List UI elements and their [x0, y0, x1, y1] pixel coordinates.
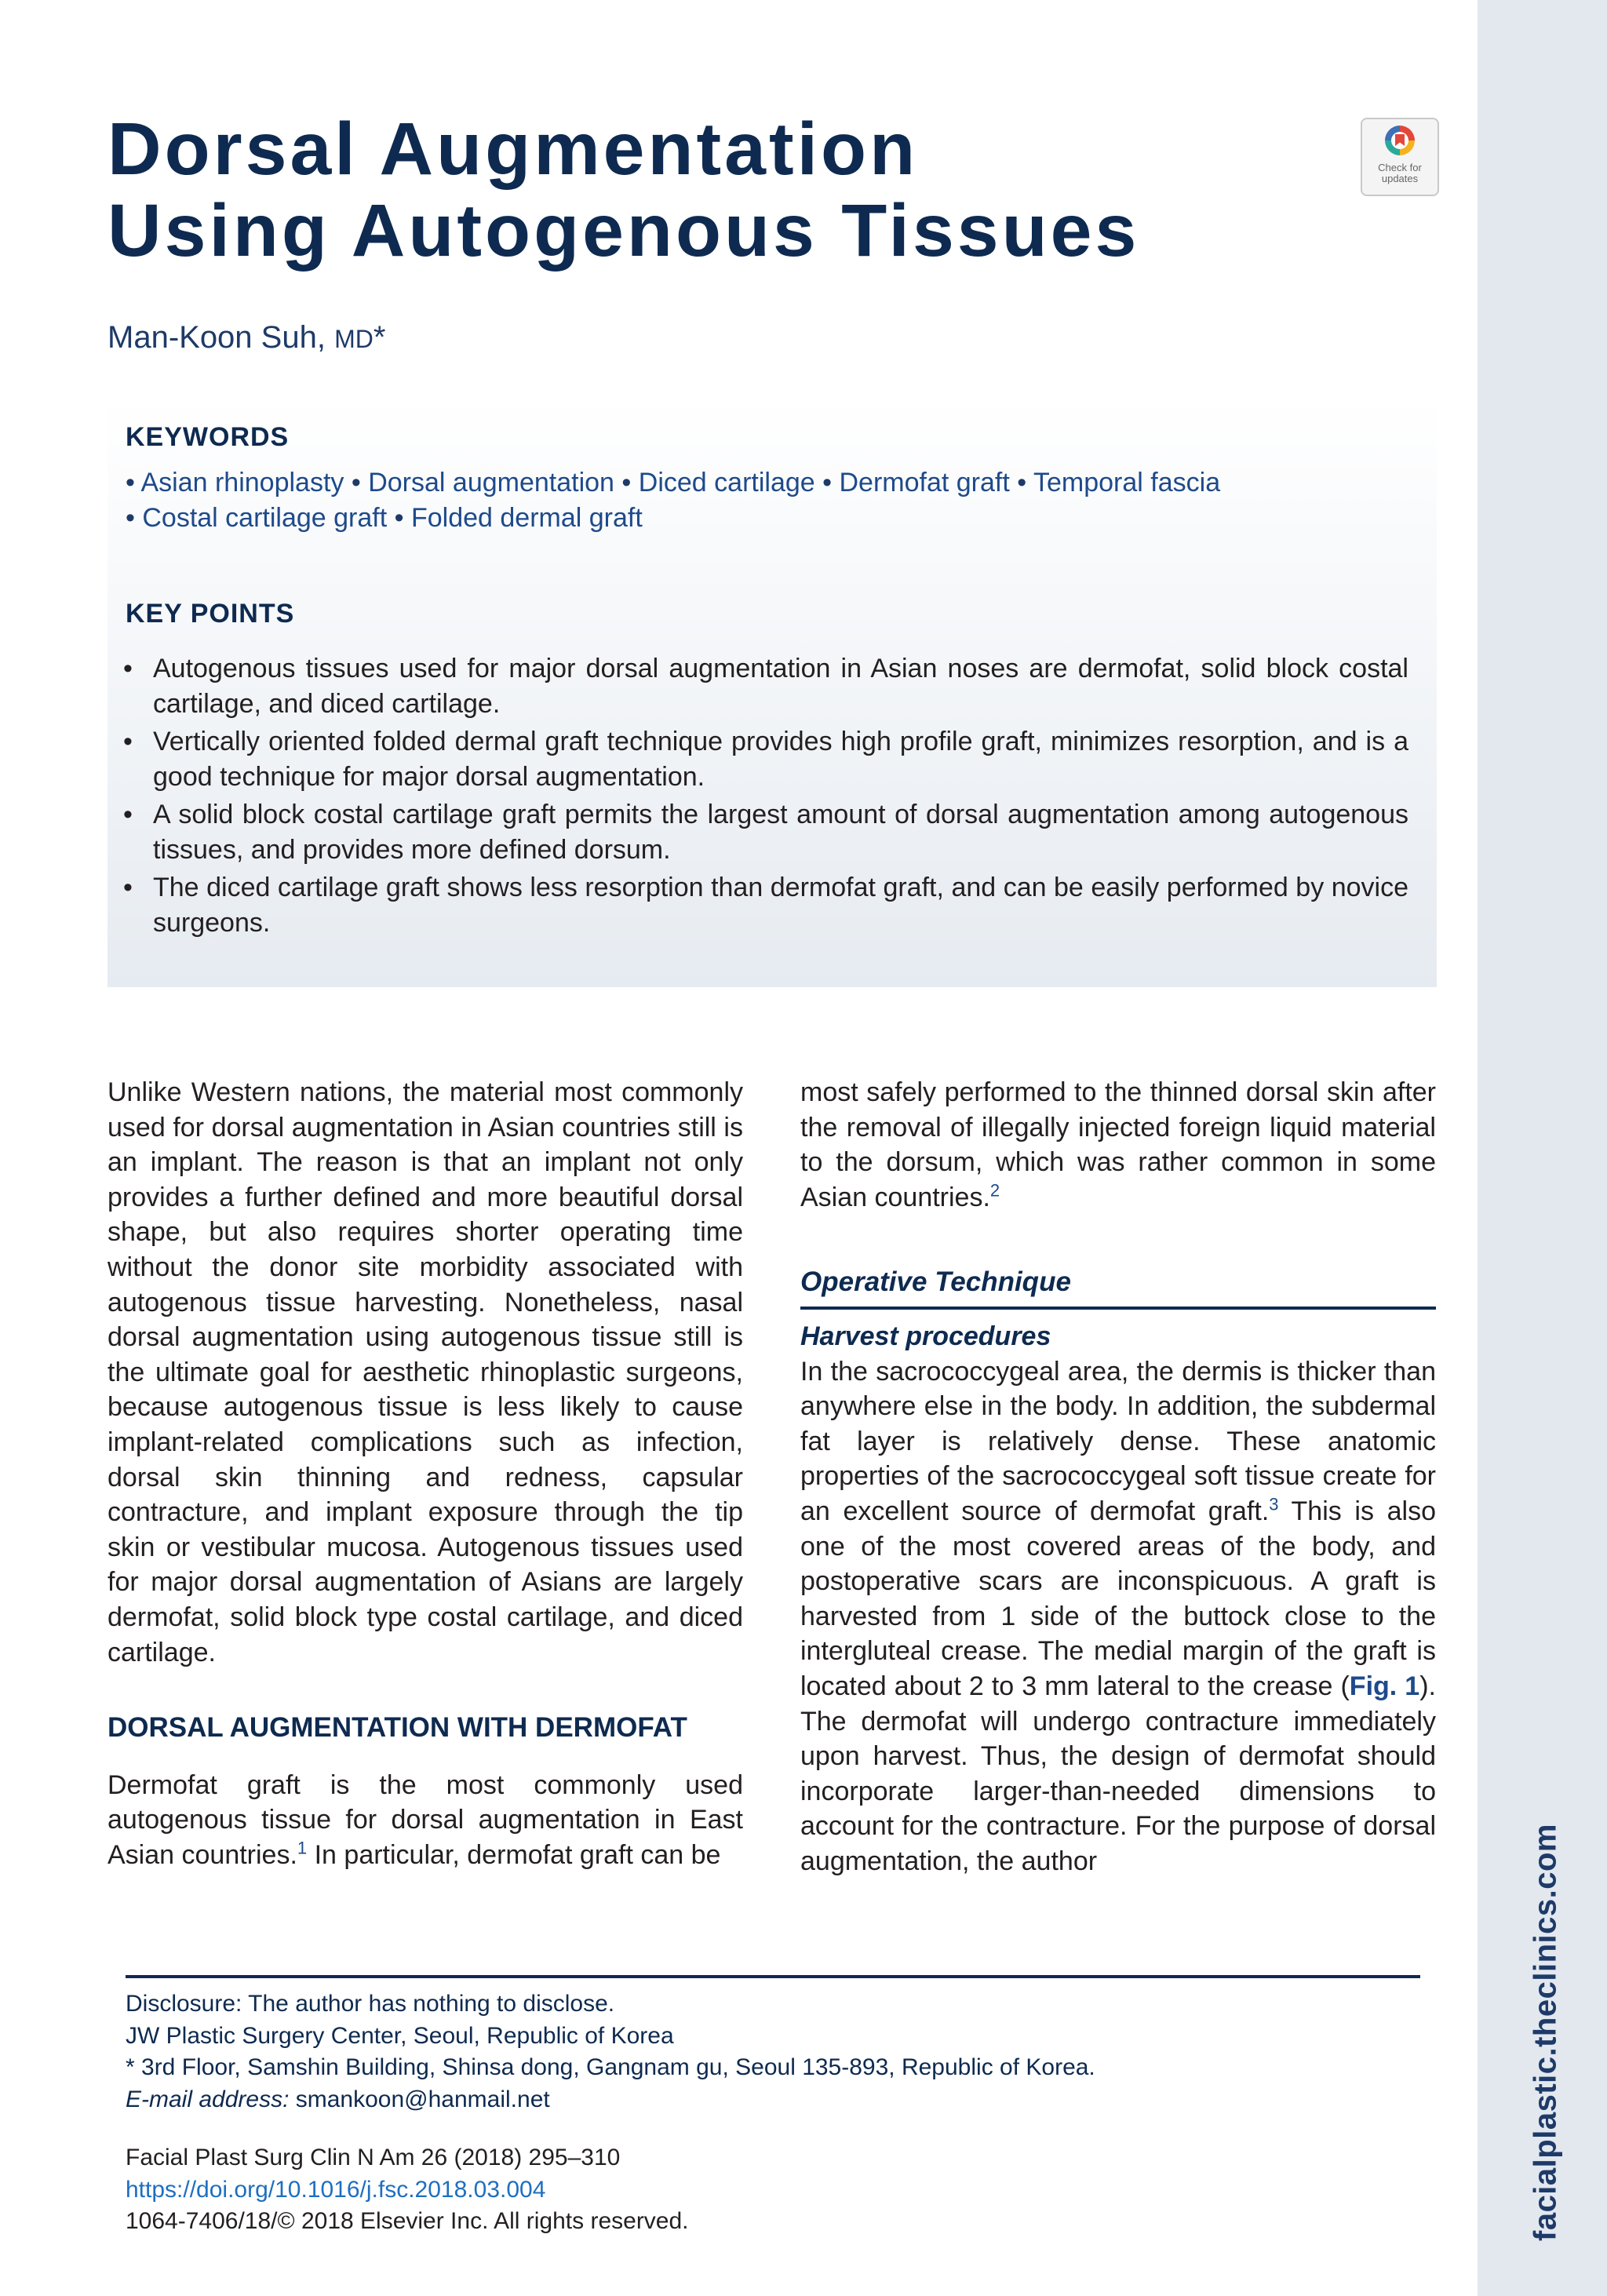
intro-paragraph: Unlike Western nations, the material most commonly used for dorsal augmentation in Asian countries still is an implant. The reason is that an implant not only provides a further defined and more beautiful dorsal shape, but also requires shorter operating time without the donor site morbidity associated with autogenous tissue harvesting. Nonetheless, nasal dorsal augmentation using autogenous tissue still is the ultimate goal for aesthetic rhinoplastic surgeons, because autogenous tissue is less likely to cause implant-related complications such as infection, dorsal skin thinning and redness, capsular contracture, and implant exposure through the tip skin or vestibular mucosa. Autogenous tissues used for major dorsal augmentation of Asians are largely dermofat, solid block type costal cartilage, and diced cartilage.	[107, 1077, 743, 1667]
keywords-heading: KEYWORDS	[126, 422, 290, 452]
harvest-procedures-subheading: Harvest procedures	[800, 1321, 1051, 1351]
body-column-right	[800, 1075, 1436, 1879]
dermofat-paragraph: Dermofat graft is the most commonly used autogenous tissue for dorsal augmentation in East Asian countries.$^1$ In particular, dermofat graft can be	[107, 1769, 743, 1870]
check-for-updates-label: Check for updates	[1378, 162, 1422, 184]
key-points-list	[122, 651, 1408, 943]
key-point-item: • The diced cartilage graft shows less resorption than dermofat graft, and can be easily performed by novice surgeons.	[122, 870, 1408, 941]
author-degree: MD	[334, 325, 374, 353]
operative-technique-heading: Operative Technique	[800, 1265, 1436, 1310]
disclosure-note: Disclosure: The author has nothing to disclose.	[126, 1991, 615, 2017]
keywords-list: • Asian rhinoplasty • Dorsal augmentation • Diced cartilage • Dermofat graft • Temporal fascia • Costal cartilage graft • Folded dermal graft	[126, 468, 1221, 533]
keyword: Dermofat graft	[839, 468, 1010, 497]
keyword: Temporal fascia	[1033, 468, 1221, 497]
email-link[interactable]: smankoon@hanmail.net	[295, 2086, 550, 2112]
check-for-updates-badge[interactable]	[1361, 118, 1439, 196]
citation-block	[126, 2142, 689, 2238]
key-point-item: • A solid block costal cartilage graft permits the largest amount of dorsal augmentation among autogenous tissues, and provides more defined dorsum.	[122, 797, 1408, 868]
journal-url-text[interactable]: facialplastic.theclinics.com	[1528, 1824, 1563, 2241]
keyword: Folded dermal graft	[410, 503, 643, 533]
article-title	[107, 108, 1332, 272]
footer-divider	[126, 1975, 1420, 1978]
keyword: Dorsal augmentation	[368, 468, 614, 497]
footer-notes	[126, 1988, 1420, 2116]
citation-ref-3[interactable]: 3	[1269, 1494, 1279, 1514]
continuation-paragraph: most safely performed to the thinned dorsal skin after the removal of illegally injected foreign liquid material to the dorsum, which was rather common in some Asian countries.$^2$	[800, 1077, 1436, 1212]
body-column-left	[107, 1075, 743, 1872]
key-point-item: • Vertically oriented folded dermal graft technique provides high profile graft, minimizes resorption, and is a good technique for major dorsal augmentation.	[122, 724, 1408, 795]
dermofat-section-heading: DORSAL AUGMENTATION WITH DERMOFAT	[107, 1712, 687, 1744]
key-point-item: • Autogenous tissues used for major dorsal augmentation in Asian noses are dermofat, solid block costal cartilage, and diced cartilage.	[122, 651, 1408, 722]
crossmark-icon	[1385, 126, 1415, 155]
figure-1-link[interactable]: Fig. 1	[1349, 1671, 1420, 1701]
keyword: Costal cartilage graft	[142, 503, 388, 533]
affiliation-note: JW Plastic Surgery Center, Seoul, Republic of Korea	[126, 2022, 674, 2049]
email-note: E-mail address: smankoon@hanmail.net	[126, 2086, 550, 2112]
copyright-line: 1064-7406/18/© 2018 Elsevier Inc. All rights reserved.	[126, 2208, 689, 2235]
author-footnote-mark: *	[373, 320, 386, 355]
keyword: Diced cartilage	[638, 468, 815, 497]
doi-link[interactable]: https://doi.org/10.1016/j.fsc.2018.03.004	[126, 2176, 546, 2203]
harvest-paragraph: In the sacrococcygeal area, the dermis is thicker than anywhere else in the body. In addition, the subdermal fat layer is relatively dense. These anatomic properties of the sacrococcygeal soft tissue create for an excellent source of dermofat graft.$^3$ This is also one of the most covered areas of the body, and postoperative scars are inconspicuous. A graft is harvested from 1 side of the buttock close to the intergluteal crease. The medial margin of the graft is located about 2 to 3 mm lateral to the crease (Fig. 1). The dermofat will undergo contracture immediately upon harvest. Thus, the design of dermofat should incorporate larger-than-needed dimensions to account for the contracture. For the purpose of dorsal augmentation, the author	[800, 1356, 1436, 1876]
citation-ref-2[interactable]: 2	[989, 1180, 1000, 1201]
title-line-2: Using Autogenous Tissues	[107, 189, 1140, 272]
journal-url-vertical[interactable]	[1522, 1824, 1569, 2241]
author-line	[107, 320, 385, 355]
title-line-1: Dorsal Augmentation	[107, 108, 919, 191]
journal-citation: Facial Plast Surg Clin N Am 26 (2018) 295–310	[126, 2145, 621, 2170]
address-note: * 3rd Floor, Samshin Building, Shinsa dong, Gangnam gu, Seoul 135-893, Republic of Korea.	[126, 2054, 1095, 2081]
key-points-heading: KEY POINTS	[126, 599, 295, 629]
citation-ref-1[interactable]: 1	[297, 1838, 308, 1858]
author-name: Man-Koon Suh,	[107, 320, 326, 355]
keyword: Asian rhinoplasty	[140, 468, 344, 497]
